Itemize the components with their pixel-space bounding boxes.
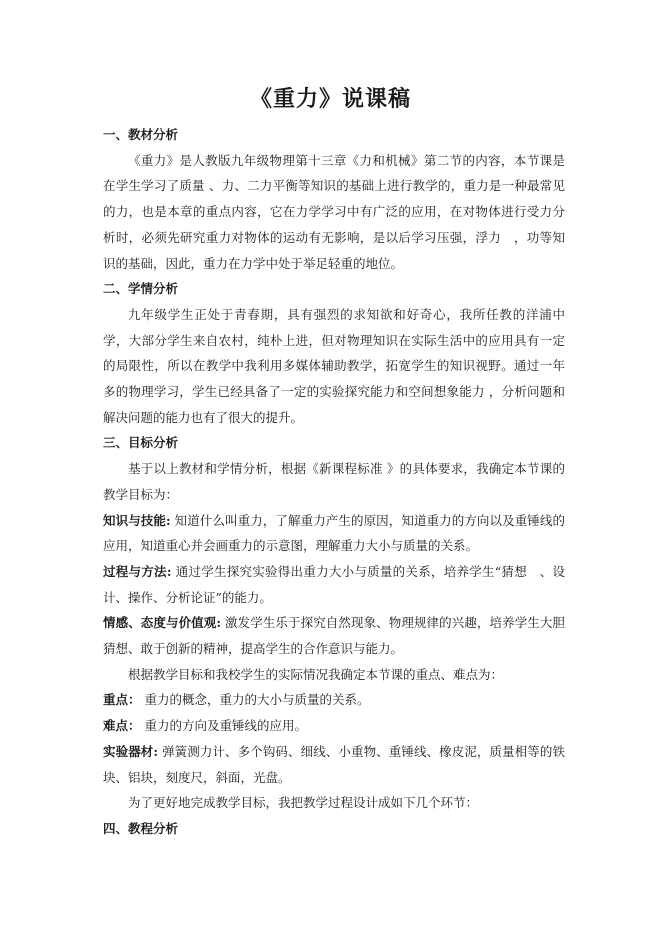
section-heading-process-analysis: 四、教程分析 <box>103 820 179 836</box>
goal-attitude-text: 激发学生乐于探究自然现象、物理规律的兴趣，培养学生大胆猜想、敢于创新的精神，提高学生的合作意识与能力。 <box>103 615 565 657</box>
goal-attitude-label: 情感、态度与价值观: <box>103 615 221 631</box>
goal-knowledge-label: 知识与技能: <box>103 512 171 528</box>
goal-process-label: 过程与方法: <box>103 563 172 579</box>
document-body <box>103 122 565 842</box>
difficult-point <box>103 713 565 739</box>
paragraph-goal-intro: 基于以上教材和学情分析，根据《新课程标准 》的具体要求，我确定本节课的教学目标为： <box>103 461 565 502</box>
goal-process-methods <box>103 559 565 610</box>
goal-knowledge-skills <box>103 508 565 559</box>
goal-process-text: 通过学生探究实验得出重力大小与质量的关系，培养学生“猜想 、设计、操作、分析论证”的能力。 <box>103 563 565 605</box>
key-point <box>103 687 565 713</box>
key-point-label: 重点： <box>103 692 141 708</box>
difficult-point-label: 难点： <box>103 718 141 734</box>
document-title: 《重力》说课稿 <box>249 86 411 112</box>
difficult-point-text: 重力的方向及重锤线的应用。 <box>140 718 307 734</box>
equipment-text: 弹簧测力计、多个钩码、细线、小重物、重锤线、橡皮泥，质量相等的铁块、铝块，刻度尺，斜面，光盘。 <box>103 743 565 785</box>
paragraph-process-intro: 为了更好地完成教学目标，我把教学过程设计成如下几个环节： <box>128 795 479 811</box>
section-heading-student-analysis: 二、学情分析 <box>103 281 179 297</box>
section-heading-textbook-analysis: 一、教材分析 <box>103 127 179 142</box>
equipment-label: 实验器材: <box>103 743 158 759</box>
paragraph-student-analysis: 九年级学生正处于青春期，具有强烈的求知欲和好奇心，我所任教的洋浦中学，大部分学生来自农村，纯朴上进，但对物理知识在实际生活中的应用具有一定的局限性，所以在教学中我利用多媒体辅助教学，拓宽学生的知识视野。通过一年多的物理学习，学生已经具备了一定的实验探究能力和空间想象能力 ，分析问题和解决问题的能力也有了很大的提升。 <box>103 306 565 425</box>
section-heading-goal-analysis: 三、目标分析 <box>103 435 179 451</box>
key-point-text: 重力的概念，重力的大小与质量的关系。 <box>140 692 370 708</box>
paragraph-key-points-intro: 根据教学目标和我校学生的实际情况我确定本节课的重点、难点为： <box>128 666 504 682</box>
goal-knowledge-text: 知道什么叫重力，了解重力产生的原因，知道重力的方向以及重锤线的应用，知道重心并会画重力的示意图，理解重力大小与质量的关系。 <box>103 512 565 554</box>
paragraph-textbook-analysis: 《重力》是人教版九年级物理第十三章《力和机械》第二节的内容，本节课是在学生学习了质量 、力、二力平衡等知识的基础上进行教学的，重力是一种最常见的力，也是本章的重点内容，它在力学学习中有广泛的应用，在对物体进行受力分析时，必须先研究重力对物体的运动有无影响，是以后学习压强，浮力 ，功等知识的基础，因此，重力在力学中处于举足轻重的地位。 <box>103 152 565 271</box>
equipment <box>103 739 565 790</box>
goal-attitude-values <box>103 610 565 661</box>
